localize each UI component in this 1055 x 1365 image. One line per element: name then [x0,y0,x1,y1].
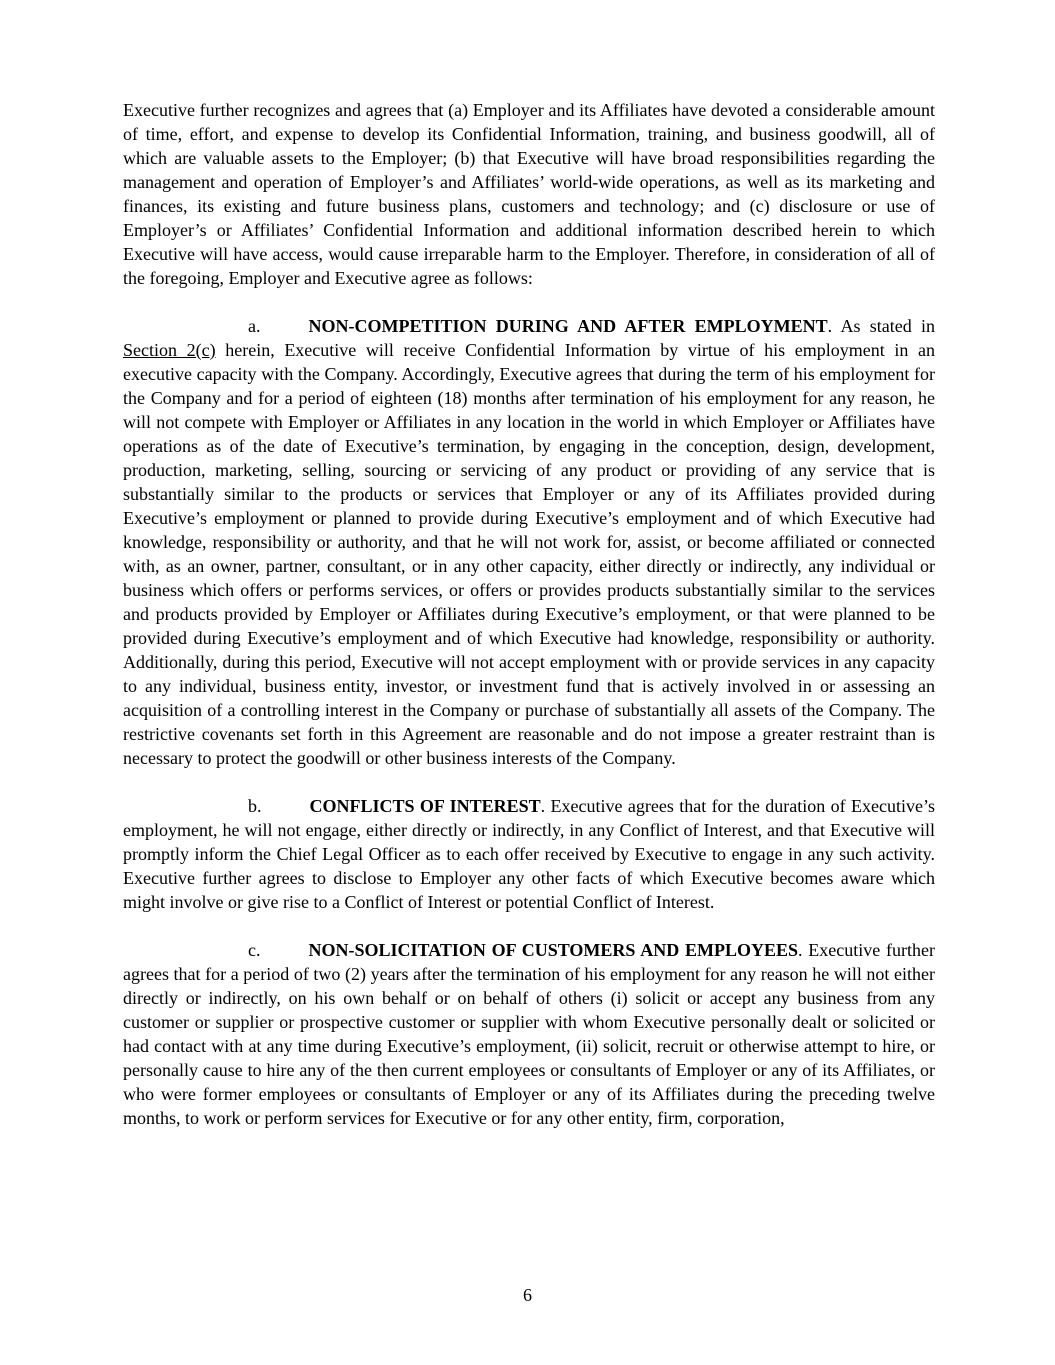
section-a-text-before-link: . As stated in [827,316,935,336]
section-a-body: herein, Executive will receive Confidential Information by virtue of his employment in an executive capacity with the Company. Accordingly, Executive agrees that during the term of his employment for the Company and for a period of eighteen (18) months after termination of his employment for any reason, he will not compete with Employer or Affiliates in any location in the world in which Employer or Affiliates have operations as of the date of Executive’s termination, by engaging in the conception, design, development, production, marketing, selling, sourcing or servicing of any product or providing of any service that is substantially similar to the products or services that Employer or any of its Affiliates provided during Executive’s employment or planned to provide during Executive’s employment and of which Executive had knowledge, responsibility or authority, and that he will not work for, assist, or become affiliated or connected with, as an owner, partner, consultant, or in any other capacity, either directly or indirectly, any individual or business which offers or performs services, or offers or provides products substantially similar to the services and products provided by Employer or Affiliates during Executive’s employment, or that were planned to be provided during Executive’s employment and of which Executive had knowledge, responsibility or authority. Additionally, during this period, Executive will not accept employment with or provide services in any capacity to any individual, business entity, investor, or investment fund that is actively involved in or assessing an acquisition of a controlling interest in the Company or purchase of substantially all assets of the Company. The restrictive covenants set forth in this Agreement are reasonable and do not impose a greater restraint than is necessary to protect the goodwill or other business interests of the Company. [123,340,935,768]
section-a-paragraph [123,314,935,770]
section-c-label: c. [248,940,261,960]
section-c-body: . Executive further agrees that for a period of two (2) years after the termination of his employment for any reason he will not either directly or indirectly, on his own behalf or on behalf of others (i) solicit or accept any business from any customer or supplier or prospective customer or supplier with whom Executive personally dealt or solicited or had contact with at any time during Executive’s employment, (ii) solicit, recruit or otherwise attempt to hire, or personally cause to hire any of the then current employees or consultants of Employer or any of its Affiliates, or who were former employees or consultants of Employer or any of its Affiliates during the preceding twelve months, to work or perform services for Executive or for any other entity, firm, corporation, [123,940,935,1128]
section-b-body: . Executive agrees that for the duration of Executive’s employment, he will not engage, either directly or indirectly, in any Conflict of Interest, and that Executive will promptly inform the Chief Legal Officer as to each offer received by Executive to engage in any such activity. Executive further agrees to disclose to Employer any other facts of which Executive becomes aware which might involve or give rise to a Conflict of Interest or potential Conflict of Interest. [123,796,935,912]
section-c-heading: NON-SOLICITATION OF CUSTOMERS AND EMPLOYEES [308,940,799,960]
section-a-label: a. [248,316,261,336]
section-2c-reference: Section 2(c) [123,340,216,360]
section-b-heading: CONFLICTS OF INTEREST [309,796,541,816]
section-b-paragraph [123,794,935,914]
section-c-paragraph [123,938,935,1130]
intro-paragraph: Executive further recognizes and agrees that (a) Employer and its Affiliates have devoted a considerable amount of time, effort, and expense to develop its Confidential Information, training, and business goodwill, all of which are valuable assets to the Employer; (b) that Executive will have broad responsibilities regarding the management and operation of Employer’s and Affiliates’ world-wide operations, as well as its marketing and finances, its existing and future business plans, customers and technology; and (c) disclosure or use of Employer’s or Affiliates’ Confidential Information and additional information described herein to which Executive will have access, would cause irreparable harm to the Employer. Therefore, in consideration of all of the foregoing, Employer and Executive agree as follows: [123,100,935,288]
section-b-label: b. [248,796,262,816]
page-number: 6 [523,1285,532,1305]
section-a-heading: NON-COMPETITION DURING AND AFTER EMPLOYMENT [308,316,828,336]
